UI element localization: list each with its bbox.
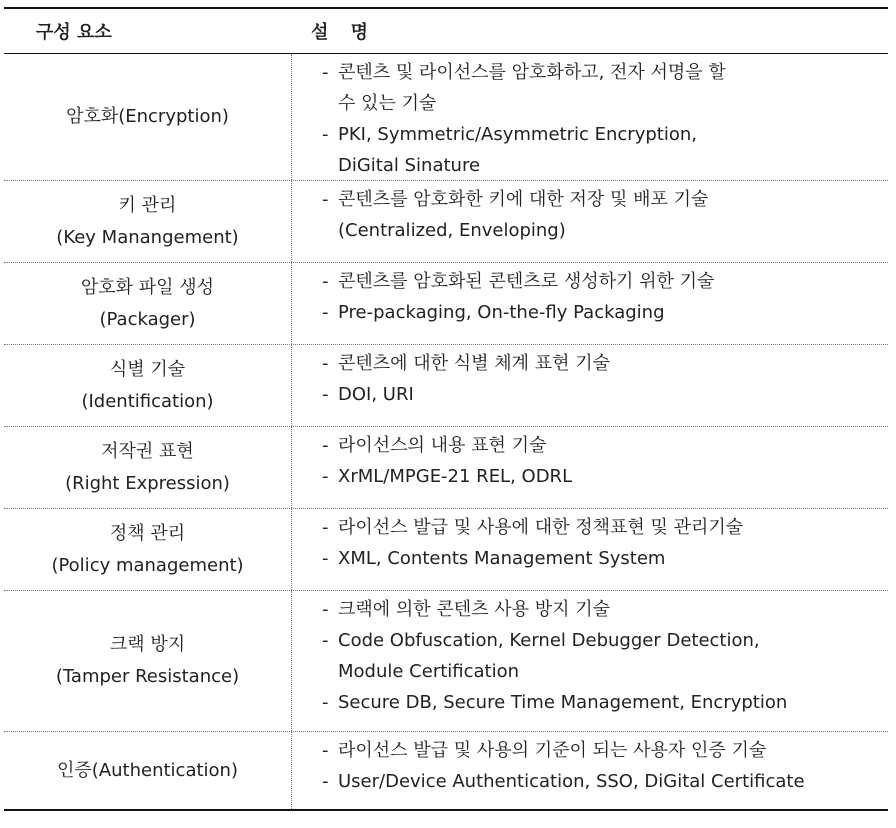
description-text — [338, 625, 888, 687]
component-name-line: 정책 관리 — [109, 522, 186, 544]
description-cell — [292, 54, 888, 180]
description-item — [322, 297, 888, 328]
bullet-dash: - — [322, 630, 329, 651]
bullet-dash: - — [322, 466, 329, 487]
bullet-dash: - — [322, 384, 329, 405]
component-name-cell — [4, 54, 292, 180]
description-text — [338, 184, 888, 246]
description-line: 콘텐츠에 대한 식별 체계 표현 기술 — [338, 353, 611, 374]
component-name-line: 식별 기술 — [109, 358, 186, 380]
description-cell — [292, 345, 888, 426]
description-item — [322, 57, 888, 119]
table-row — [4, 181, 888, 263]
bullet-dash: - — [322, 353, 329, 374]
description-text — [338, 297, 888, 328]
description-cell — [292, 427, 888, 508]
component-name-cell — [4, 427, 292, 508]
component-name-line: (Identification) — [81, 390, 214, 412]
description-line: 콘텐츠를 암호화된 콘텐츠로 생성하기 위한 기술 — [338, 271, 715, 292]
table-row — [4, 591, 888, 732]
table-row — [4, 345, 888, 427]
description-line: Pre-packaging, On-the-fly Packaging — [338, 302, 665, 323]
description-item — [322, 512, 888, 543]
description-text — [338, 57, 888, 119]
description-text — [338, 119, 888, 181]
description-cell — [292, 732, 888, 809]
description-line: PKI, Symmetric/Asymmetric Encryption, — [338, 124, 697, 145]
description-text — [338, 687, 888, 718]
bullet-dash: - — [322, 189, 329, 210]
component-name-line: (Key Manangement) — [56, 226, 239, 248]
description-line: User/Device Authentication, SSO, DiGital Certificate — [338, 771, 805, 792]
description-cell — [292, 591, 888, 731]
description-item — [322, 687, 888, 718]
description-item — [322, 766, 888, 797]
description-item — [322, 625, 888, 687]
description-line: DOI, URI — [338, 384, 414, 405]
component-name-line: 키 관리 — [118, 194, 177, 216]
description-line: XrML/MPGE-21 REL, ODRL — [338, 466, 573, 487]
table-row — [4, 427, 888, 509]
description-item — [322, 348, 888, 379]
description-line: 라이선스의 내용 표현 기술 — [338, 435, 547, 456]
table-row — [4, 509, 888, 591]
description-text — [338, 266, 888, 297]
component-name-cell — [4, 263, 292, 344]
component-name-cell — [4, 345, 292, 426]
table-header — [4, 7, 888, 54]
table-body — [4, 54, 888, 811]
description-line: Module Certification — [338, 661, 520, 682]
description-text — [338, 348, 888, 379]
description-item — [322, 266, 888, 297]
description-item — [322, 594, 888, 625]
component-name-line: (Tamper Resistance) — [55, 666, 240, 687]
description-text — [338, 543, 888, 574]
description-line: 라이선스 발급 및 사용에 대한 정책표현 및 관리기술 — [338, 517, 744, 538]
component-name-line: 크랙 방지 — [109, 634, 186, 655]
component-name-cell — [4, 591, 292, 731]
description-text — [338, 735, 888, 766]
description-item — [322, 119, 888, 181]
description-line: 크랙에 의한 콘텐츠 사용 방지 기술 — [338, 599, 611, 620]
bullet-dash: - — [322, 692, 329, 713]
description-line: 콘텐츠를 암호화한 키에 대한 저장 및 배포 기술 — [338, 189, 709, 210]
description-cell — [292, 509, 888, 590]
description-cell — [292, 263, 888, 344]
description-item — [322, 461, 888, 492]
table-row — [4, 54, 888, 181]
component-name-line: (Right Expression) — [65, 472, 230, 494]
bullet-dash: - — [322, 435, 329, 456]
description-line: 수 있는 기술 — [338, 93, 437, 114]
table-row — [4, 732, 888, 811]
bullet-dash: - — [322, 599, 329, 620]
bullet-dash: - — [322, 548, 329, 569]
component-name-line: 암호화(Encryption) — [66, 106, 229, 127]
description-text — [338, 379, 888, 410]
description-line: XML, Contents Management System — [338, 548, 666, 569]
description-line: DiGital Sinature — [338, 155, 481, 176]
description-line: (Centralized, Enveloping) — [338, 220, 566, 241]
description-cell — [292, 181, 888, 262]
component-table — [4, 7, 888, 811]
table-row — [4, 263, 888, 345]
bullet-dash: - — [322, 124, 329, 145]
description-line: Secure DB, Secure Time Management, Encryption — [338, 692, 788, 713]
description-item — [322, 430, 888, 461]
description-item — [322, 735, 888, 766]
description-text — [338, 430, 888, 461]
header-component: 구성 요소 — [36, 22, 112, 43]
component-name-line: (Packager) — [99, 308, 196, 330]
description-item — [322, 379, 888, 410]
bullet-dash: - — [322, 62, 329, 83]
component-name-cell — [4, 732, 292, 809]
description-line: Code Obfuscation, Kernel Debugger Detection, — [338, 630, 760, 651]
description-text — [338, 512, 888, 543]
component-name-line: 저작권 표현 — [101, 440, 194, 462]
component-name-cell — [4, 509, 292, 590]
description-item — [322, 543, 888, 574]
description-item — [322, 184, 888, 246]
description-line: 콘텐츠 및 라이선스를 암호화하고, 전자 서명을 할 — [338, 62, 726, 83]
description-text — [338, 594, 888, 625]
component-name-cell — [4, 181, 292, 262]
bullet-dash: - — [322, 740, 329, 761]
description-line: 라이선스 발급 및 사용의 기준이 되는 사용자 인증 기술 — [338, 740, 767, 761]
description-text — [338, 766, 888, 797]
component-name-line: 암호화 파일 생성 — [80, 276, 215, 298]
bullet-dash: - — [322, 302, 329, 323]
header-description: 설 명 — [311, 22, 377, 43]
component-name-line: (Policy management) — [51, 554, 244, 576]
component-name-line: 인증(Authentication) — [57, 759, 238, 781]
bullet-dash: - — [322, 517, 329, 538]
bullet-dash: - — [322, 771, 329, 792]
bullet-dash: - — [322, 271, 329, 292]
description-text — [338, 461, 888, 492]
